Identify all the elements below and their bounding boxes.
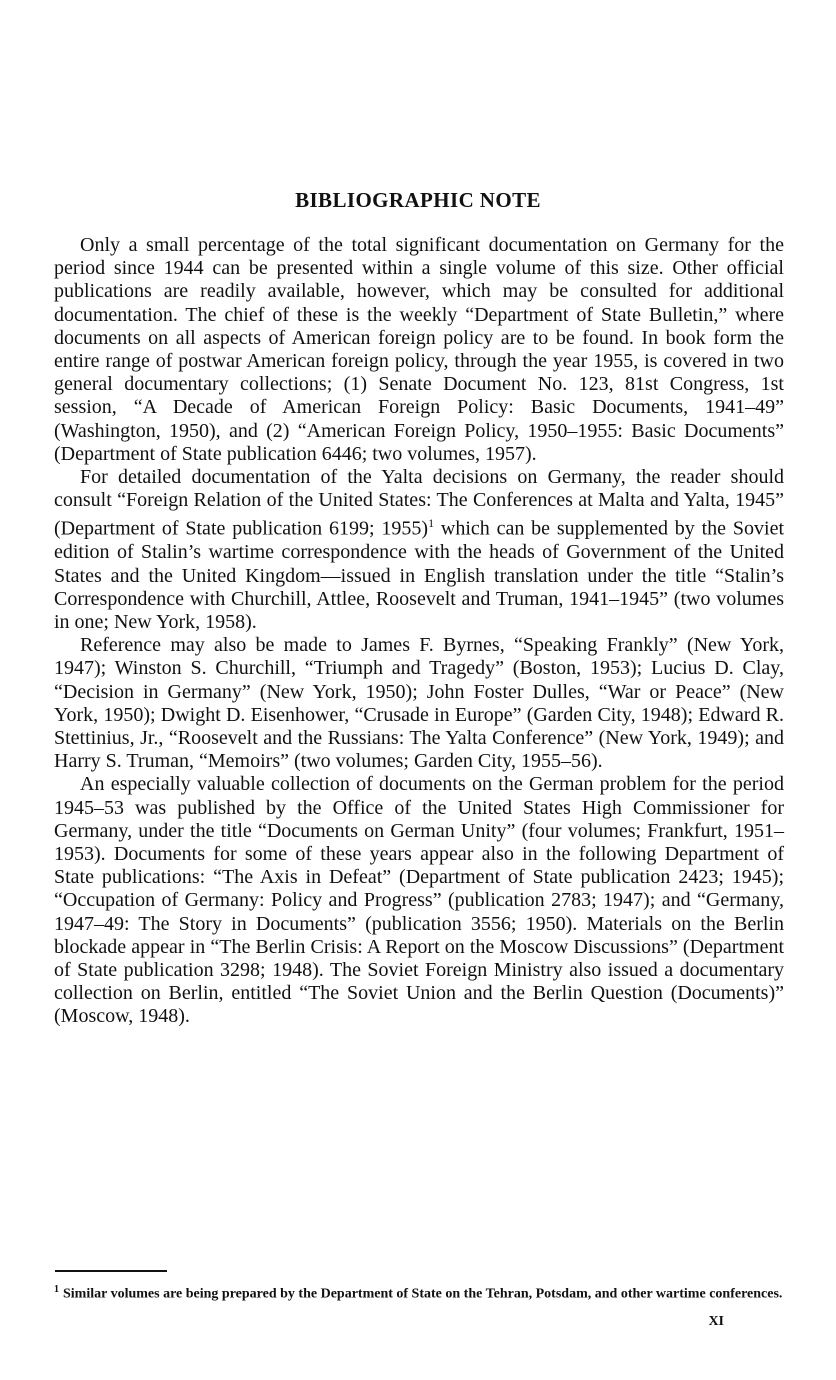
paragraph-yalta	[54, 466, 784, 634]
footnote	[54, 1282, 784, 1302]
paragraph-documentation-sources: Only a small percentage of the total significant documentation on Germany for the period since 1944 can be presented within a single volume of this size. Other official publications are readily available, however, which may be consulted for additional documentation. The chief of these is the weekly “Department of State Bulletin,” where documents on all aspects of American foreign policy are to be found. In book form the entire range of postwar American foreign policy, through the year 1955, is covered in two general documentary collections; (1) Senate Document No. 123, 81st Congress, 1st session, “A Decade of American Foreign Policy: Basic Documents, 1941–49” (Washington, 1950), and (2) “American Foreign Policy, 1950–1955: Basic Documents” (Department of State publication 6446; two volumes, 1957).	[54, 234, 784, 465]
body-text	[54, 234, 784, 1029]
paragraph-memoirs: Reference may also be made to James F. Byrnes, “Speaking Frankly” (New York, 1947); Winston S. Churchill, “Triumph and Tragedy” (Boston, 1953); Lucius D. Clay, “Decision in Germany” (New York, 1950); John Foster Dulles, “War or Peace” (New York, 1950); Dwight D. Eisenhower, “Crusade in Europe” (Garden City, 1948); Edward R. Stettinius, Jr., “Roosevelt and the Russians: The Yalta Conference” (New York, 1949); and Harry S. Truman, “Memoirs” (two volumes; Garden City, 1955–56).	[54, 634, 784, 773]
page-number: XI	[708, 1314, 724, 1329]
footnote-mark: 1	[54, 1284, 59, 1295]
footnote-text: Similar volumes are being prepared by the Department of State on the Tehran, Potsdam, and other wartime conferences.	[63, 1286, 783, 1302]
page-title: BIBLIOGRAPHIC NOTE	[295, 188, 541, 212]
yalta-text-after-ref: which can be supplemented by the Soviet edition of Stalin’s wartime correspondence with the heads of Government of the United States and the United Kingdom—issued in English translation under the title “Stalin’s Correspondence with Churchill, Attlee, Roosevelt and Truman, 1941–1945” (two volumes in one; New York, 1958).	[54, 518, 784, 633]
footnote-reference: 1	[428, 516, 435, 531]
paragraph-german-unity: An especially valuable collection of documents on the German problem for the period 1945–53 was published by the Office of the United States High Commissioner for Germany, under the title “Documents on German Unity” (four volumes; Frankfurt, 1951–1953). Documents for some of these years appear also in the following Department of State publications: “The Axis in Defeat” (Department of State publication 2423; 1945); “Occupation of Germany: Policy and Progress” (publication 2783; 1947); and “Germany, 1947–49: The Story in Documents” (publication 3556; 1950). Materials on the Berlin blockade appear in “The Berlin Crisis: A Report on the Moscow Discussions” (Department of State publication 3298; 1948). The Soviet Foreign Ministry also issued a documentary collection on Berlin, entitled “The Soviet Union and the Berlin Question (Documents)” (Moscow, 1948).	[54, 773, 784, 1028]
footnote-divider	[55, 1270, 167, 1272]
yalta-text-before-ref: For detailed documentation of the Yalta decisions on Germany, the reader should consult “Foreign Relation of the United States: The Conferences at Malta and Yalta, 1945” (Department of State publication 6199; 1955)	[54, 466, 784, 541]
